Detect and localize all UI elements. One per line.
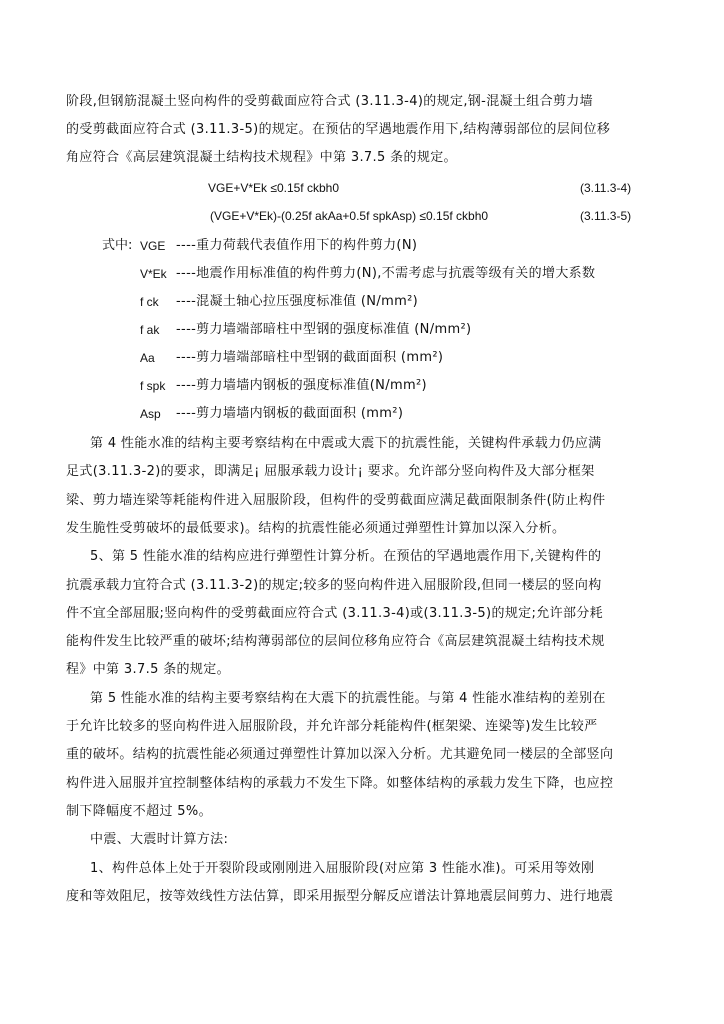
paragraph-1-line-2: 的受剪截面应符合式 (3.11.3-5)的规定。在预估的罕遇地震作用下,结构薄弱部位的层间位移 [66, 122, 611, 137]
paragraph-4-line-2: 于允许比较多的竖向构件进入屈服阶段，并允许部分耗能构件(框架梁、连梁等)发生比较严 [66, 719, 598, 734]
paragraph-2-line-1: 第 4 性能水准的结构主要考察结构在中震或大震下的抗震性能，关键构件承载力仍应满 [90, 436, 602, 451]
paragraph-3-line-5: 程》中第 3.7.5 条的规定。 [66, 662, 230, 677]
definition-symbol: f spk [140, 379, 166, 393]
paragraph-4-line-1: 第 5 性能水准的结构主要考察结构在大震下的抗震性能。与第 4 性能水准结构的差别在 [90, 691, 606, 706]
paragraph-3-line-4: 能构件发生比较严重的破坏;结构薄弱部位的层间位移角应符合《高层建筑混凝土结构技术规 [66, 634, 605, 649]
paragraph-3-line-2: 抗震承载力宜符合式 (3.11.3-2)的规定;较多的竖向构件进入屈服阶段,但同一楼层的竖向构 [66, 578, 602, 593]
formula-number-3-11-3-5: (3.11.3-5) [580, 209, 632, 223]
paragraph-5-line-1: 1、构件总体上处于开裂阶段或刚刚进入屈服阶段(对应第 3 性能水准)。可采用等效刚 [90, 861, 595, 876]
section-heading: 中震、大震时计算方法: [90, 832, 229, 847]
definition-text: ----剪力墙端部暗柱中型钢的强度标准值 (N/mm²) [176, 322, 472, 337]
definition-symbol: Asp [140, 407, 161, 421]
paragraph-1-line-1: 阶段,但钢筋混凝土竖向构件的受剪截面应符合式 (3.11.3-4)的规定,钢-混凝土组合剪力墙 [66, 94, 593, 109]
definition-symbol: VGE [140, 239, 166, 253]
definition-symbol: Aa [140, 351, 155, 365]
formula-number-3-11-3-4: (3.11.3-4) [580, 181, 632, 195]
formula-3-11-3-5: (VGE+V*Ek)-(0.25f akAa+0.5f spkAsp) ≤0.15f ckbh0 [210, 209, 489, 223]
paragraph-2-line-2: 足式(3.11.3-2)的要求，即满足¡ 屈服承载力设计¡ 要求。允许部分竖向构件及大部分框架 [66, 464, 595, 479]
definitions-lead: 式中: [102, 238, 133, 253]
paragraph-2-line-3: 梁、剪力墙连梁等耗能构件进入屈服阶段，但构件的受剪截面应满足截面限制条件(防止构件 [66, 493, 606, 508]
paragraph-4-line-4: 构件进入屈服并宜控制整体结构的承载力不发生下降。如整体结构的承载力发生下降，也应控 [66, 776, 614, 791]
paragraph-4-line-3: 重的破坏。结构的抗震性能必须通过弹塑性计算加以深入分析。尤其避免同一楼层的全部竖向 [66, 747, 614, 762]
formula-3-11-3-4: VGE+V*Ek ≤0.15f ckbh0 [208, 181, 339, 195]
definition-symbol: f ck [140, 295, 159, 309]
paragraph-2-line-4: 发生脆性受剪破坏的最低要求)。结构的抗震性能必须通过弹塑性计算加以深入分析。 [66, 521, 566, 536]
definition-text: ----重力荷载代表值作用下的构件剪力(N) [176, 238, 418, 253]
paragraph-1-line-3: 角应符合《高层建筑混凝土结构技术规程》中第 3.7.5 条的规定。 [66, 150, 457, 165]
paragraph-4-line-5: 制下降幅度不超过 5%。 [66, 804, 212, 819]
definition-symbol: f ak [140, 323, 160, 337]
definition-text: ----剪力墙墙内钢板的强度标准值(N/mm²) [176, 378, 427, 393]
definition-text: ----地震作用标准值的构件剪力(N),不需考虑与抗震等级有关的增大系数 [176, 266, 596, 281]
definition-symbol: V*Ek [140, 267, 167, 281]
definition-text: ----剪力墙端部暗柱中型钢的截面面积 (mm²) [176, 350, 444, 365]
definition-text: ----剪力墙墙内钢板的截面面积 (mm²) [176, 406, 404, 421]
paragraph-3-line-3: 件不宜全部屈服;竖向构件的受剪截面应符合式 (3.11.3-4)或(3.11.3-5)的规定;允许部分耗 [66, 606, 604, 621]
definition-text: ----混凝土轴心拉压强度标准值 (N/mm²) [176, 294, 419, 309]
paragraph-3-line-1: 5、第 5 性能水准的结构应进行弹塑性计算分析。在预估的罕遇地震作用下,关键构件的 [90, 549, 602, 564]
paragraph-5-line-2: 度和等效阻尼，按等效线性方法估算，即采用振型分解反应谱法计算地震层间剪力、进行地震 [66, 889, 614, 904]
